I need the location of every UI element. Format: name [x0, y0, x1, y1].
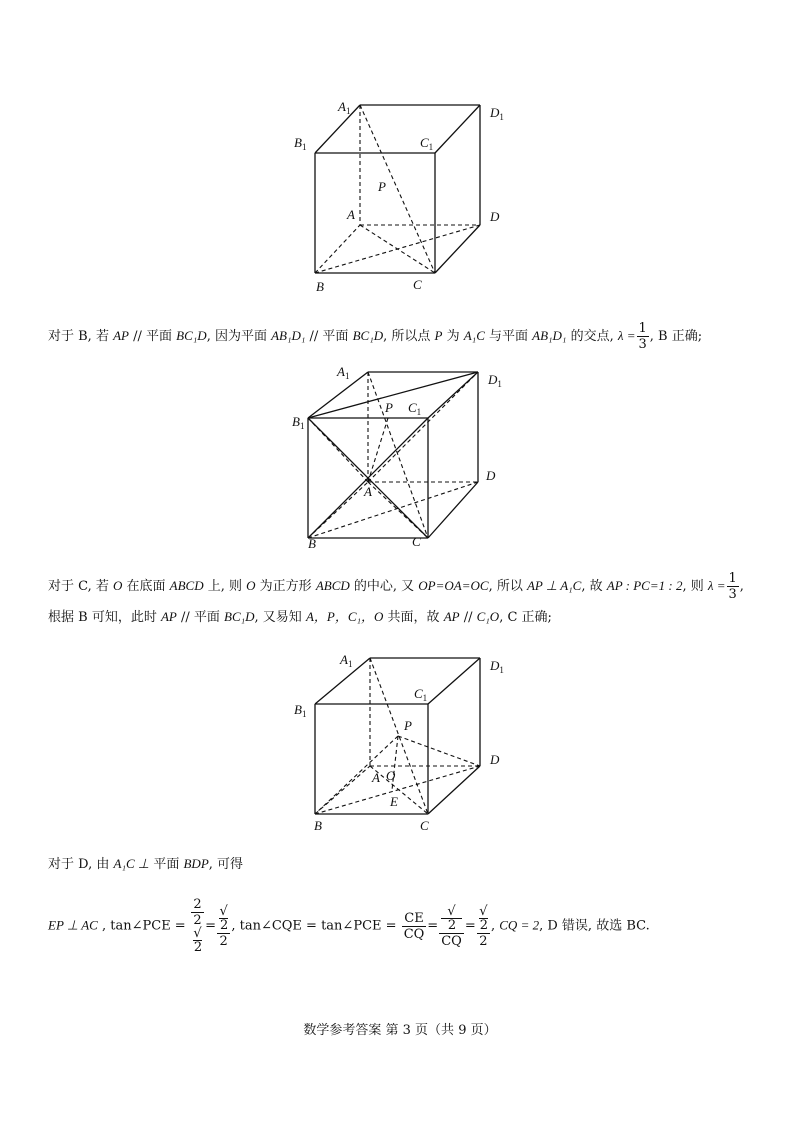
label-B1: $B_1$ [292, 414, 305, 431]
label-C: C [420, 818, 429, 833]
label-C: C [413, 277, 422, 292]
label-B: B [308, 536, 316, 551]
paragraph-d-line2: EP ⊥ AC , tan∠PCE = 2 2 √ 2 = √ 2 2 , tan∠CQE = tan∠PCE = $\frac{CE}{CQ}$ = √ 2 CQ = √ 2 2 , CQ = 2, D 错误, 故选 BC. [48, 897, 650, 955]
page-footer: 数学参考答案 第 3 页（共 9 页） [303, 1023, 497, 1038]
label-B: B [316, 279, 324, 294]
cube-figure-2 [280, 362, 520, 557]
label-P: P [404, 718, 412, 733]
label-A: A [372, 770, 380, 785]
label-C1: $C_1$ [408, 400, 422, 417]
paragraph-c-line2: 根据 B 可知，此时 AP // 平面 BC₁D, 又易知 A，P，C₁，O 共面，故 AP // C₁O, C 正确; [48, 609, 552, 625]
label-B1: $B_1$ [294, 135, 307, 152]
label-A: A [364, 484, 372, 499]
label-C1: $C_1$ [420, 135, 434, 152]
label-O: O [386, 768, 396, 783]
label-A: A [347, 207, 355, 222]
paragraph-b: 对于 B, 若 AP // 平面 BC₁D, 因为平面 AB₁D₁ // 平面 BC₁D, 所以点 P 为 A₁C 与平面 AB₁D₁ 的交点, λ = $\frac{1}{3}$ , B 正确; [48, 321, 703, 352]
label-C1: $C_1$ [414, 686, 428, 703]
label-B: B [314, 818, 322, 833]
label-E: E [390, 794, 398, 809]
label-D: D [490, 752, 500, 767]
label-D: D [486, 468, 496, 483]
cube-figure-3 [280, 648, 520, 838]
label-P: P [378, 179, 386, 194]
label-B1: $B_1$ [294, 702, 307, 719]
label-D1: $D_1$ [490, 658, 504, 675]
label-D: D [490, 209, 500, 224]
label-A1: $A_1$ [338, 99, 351, 116]
label-D1: $D_1$ [490, 105, 504, 122]
paragraph-d-line1: 对于 D, 由 A₁C ⊥ 平面 BDP, 可得 [48, 856, 244, 872]
label-P: P [385, 400, 393, 415]
label-D1: $D_1$ [488, 372, 502, 389]
label-A1: $A_1$ [340, 652, 353, 669]
label-C: C [412, 534, 421, 549]
label-A1: $A_1$ [337, 364, 350, 381]
paragraph-c-line1: 对于 C, 若 O 在底面 ABCD 上, 则 O 为正方形 ABCD 的中心, 又 OP=OA=OC, 所以 AP ⊥ A₁C, 故 AP : PC=1 : 2, 则 λ = $\frac{1}{3}$ , [48, 571, 744, 602]
cube-figure-1 [280, 95, 520, 300]
